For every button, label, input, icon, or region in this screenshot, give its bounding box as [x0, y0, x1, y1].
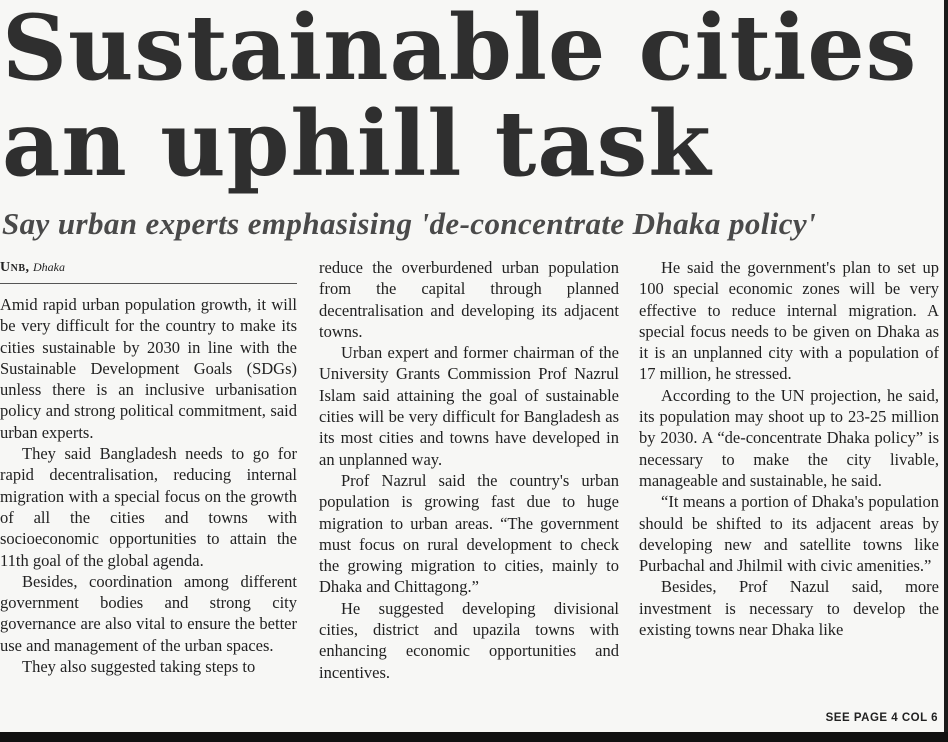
- paragraph: Besides, Prof Nazul said, more investment is necessary to develop the existing towns near Dhaka like: [639, 577, 939, 640]
- page-bottom-rule: [0, 732, 948, 742]
- paragraph: reduce the overburdened urban population from the capital through planned decentralisation and developing its adjacent towns.: [319, 258, 619, 341]
- paragraph: They also suggested taking steps to: [22, 657, 256, 677]
- article-column-3: [639, 257, 939, 640]
- byline: [0, 257, 297, 284]
- paragraph: According to the UN projection, he said, its population may shoot up to 23-25 million by 2030. A “de-concentrate Dhaka policy” is necessary to make the city livable, manageable and sustainable, he said.: [639, 385, 939, 490]
- continuation-reference: SEE PAGE 4 COL 6: [825, 712, 938, 724]
- headline: Sustainable cities an uphill task: [2, 0, 918, 197]
- page-edge-rule: [944, 0, 948, 742]
- paragraph: They said Bangladesh needs to go for rapid decentralisation, reducing internal migration with a special focus on the growth of all the cities and towns with socioeconomic opportunities to attain the 11th goal of the global agenda.: [0, 444, 297, 570]
- article-column-1: [0, 257, 297, 677]
- paragraph: He suggested developing divisional cities, district and upazila towns with enhancing economic opportunities and incentives.: [319, 598, 619, 682]
- byline-place: Dhaka: [33, 260, 66, 274]
- article-column-2: [319, 257, 619, 683]
- paragraph: He said the government's plan to set up 100 special economic zones will be very effective to reduce internal migration. A special focus needs to be given on Dhaka as it is an unplanned city with a population of 17 million, he stressed.: [639, 258, 939, 384]
- paragraph: Besides, coordination among different government bodies and strong city governance are also vital to ensure the better use and management of the urban spaces.: [0, 571, 297, 655]
- paragraph: Prof Nazrul said the country's urban population is growing fast due to huge migration to urban areas. “The government must focus on rural development to check the growing migration to cities, mainly to Dhaka and Chittagong.”: [319, 470, 619, 597]
- paragraph: “It means a portion of Dhaka's population should be shifted to its adjacent areas by developing new and satellite towns like Purbachal and Jhilmil with civic amenities.”: [639, 492, 939, 576]
- byline-agency: Unb,: [0, 260, 30, 275]
- paragraph: Amid rapid urban population growth, it will be very difficult for the country to make its cities sustainable by 2030 in line with the Sustainable Development Goals (SDGs) unless there is an inclusive urbanisation policy and strong political commitment, said urban experts.: [0, 295, 297, 442]
- paragraph: Urban expert and former chairman of the University Grants Commission Prof Nazrul Islam said attaining the goal of sustainable cities will be very difficult for Bangladesh as its most cities and towns have developed in an unplanned way.: [319, 343, 619, 469]
- subheadline: Say urban experts emphasising 'de-concentrate Dhaka policy': [2, 206, 817, 241]
